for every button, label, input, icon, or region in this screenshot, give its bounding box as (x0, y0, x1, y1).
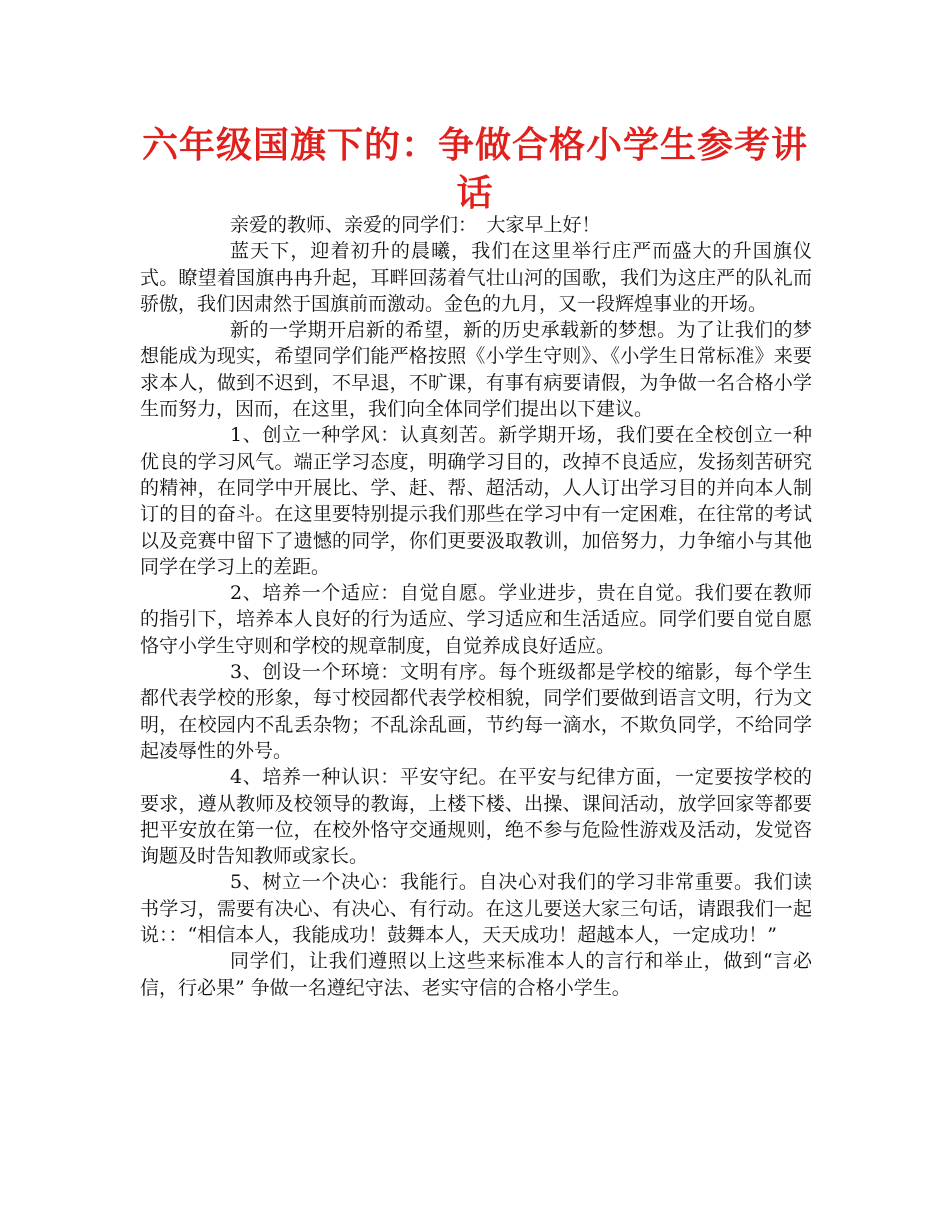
body-paragraph: 蓝天下，迎着初升的晨曦，我们在这里举行庄严而盛大的升国旗仪式。瞭望着国旗冉冉升起，耳畔回荡着气壮山河的国歌，我们为这庄严的队礼而骄傲，我们因肃然于国旗前而激动。金色的九月，又一段辉煌事业的开场。 (140, 240, 812, 315)
body-paragraph: 新的一学期开启新的希望，新的历史承载新的梦想。为了让我们的梦想能成为现实，希望同学们能严格按照《小学生守则》、《小学生日常标准》来要求本人，做到不迟到，不早退，不旷课，有事有病要请假，为争做一名合格小学生而努力，因而，在这里，我们向全体同学们提出以下建议。 (140, 319, 812, 421)
suggestion-paragraph: 1、创立一种学风：认真刻苦。新学期开场，我们要在全校创立一种优良的学习风气。端正学习态度，明确学习目的，改掉不良适应，发扬刻苦研究的精神，在同学中开展比、学、赶、帮、超活动，人人订出学习目的并向本人制订的目的奋斗。在这里要特别提示我们那些在学习中有一定困难，在往常的考试以及竞赛中留下了遗憾的同学，你们更要汲取教训，加倍努力，力争缩小与其他同学在学习上的差距。 (140, 424, 812, 578)
suggestion-paragraph: 4、培养一种认识：平安守纪。在平安与纪律方面，一定要按学校的要求，遵从教师及校领导的教诲，上楼下楼、出操、课间活动，放学回家等都要把平安放在第一位，在校外恪守交通规则，绝不参与危险性游戏及活动，发觉咨询题及时告知教师或家长。 (140, 766, 812, 868)
suggestion-paragraph: 3、创设一个环境：文明有序。每个班级都是学校的缩影，每个学生都代表学校的形象，每寸校园都代表学校相貌，同学们要做到语言文明，行为文明，在校园内不乱丢杂物；不乱涂乱画，节约每一滴水，不欺负同学，不给同学起凌辱性的外号。 (140, 661, 812, 762)
suggestion-paragraph: 5、树立一个决心：我能行。自决心对我们的学习非常重要。我们读书学习，需要有决心、有决心、有行动。在这儿要送大家三句话，请跟我们一起说：：“相信本人，我能成功！鼓舞本人，天天成功！超越本人，一定成功！” (140, 871, 812, 947)
document-title: 六年级国旗下的：争做合格小学生参考讲话 (141, 125, 808, 214)
closing-paragraph: 同学们，让我们遵照以上这些来标准本人的言行和举止，做到“言必信，行必果” 争做一名遵纪守法、老实守信的合格小学生。 (140, 950, 812, 999)
suggestion-paragraph: 2、培养一个适应：自觉自愿。学业进步，贵在自觉。我们要在教师的指引下，培养本人良好的行为适应、学习适应和生活适应。同学们要自觉自愿恪守小学生守则和学校的规章制度，自觉养成良好适应。 (140, 582, 812, 657)
document-body (140, 212, 812, 1001)
greeting-paragraph: 亲爱的教师、亲爱的同学们： 大家早上好！ (230, 214, 601, 236)
